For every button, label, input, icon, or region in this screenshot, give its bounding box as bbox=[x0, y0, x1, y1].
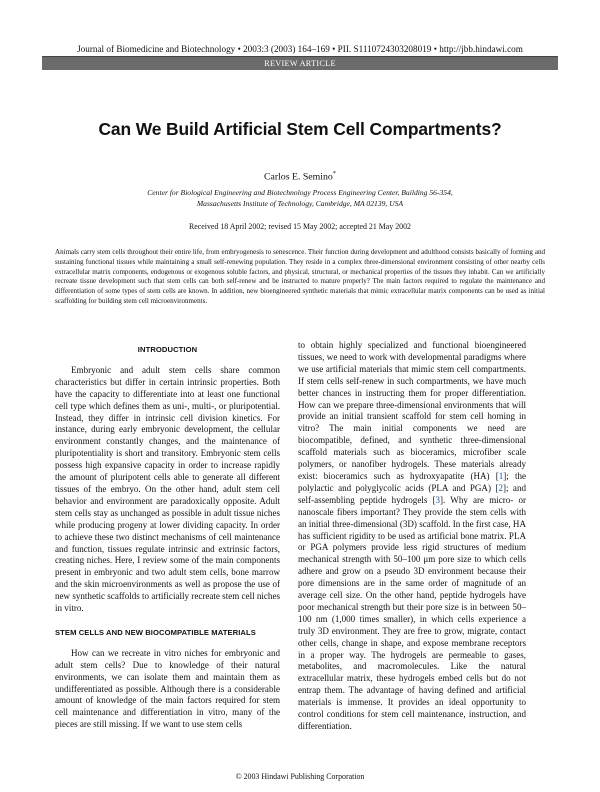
paragraph-text: ]; the polylactic and polyglycolic acids (PLA and PGA) [ bbox=[298, 470, 526, 493]
header-separator: • bbox=[332, 44, 338, 54]
paragraph-text: ]; and self-assembling peptide hydrogels [ bbox=[298, 482, 526, 505]
journal-header bbox=[35, 44, 565, 54]
author-footnote-mark: * bbox=[332, 170, 337, 177]
article-dates: Received 18 April 2002; revised 15 May 2002; accepted 21 May 2002 bbox=[189, 222, 411, 231]
author-line bbox=[100, 170, 500, 182]
article-title: Can We Build Artificial Stem Cell Compartments? bbox=[98, 119, 502, 139]
right-column bbox=[298, 340, 526, 733]
article-type-banner: REVIEW ARTICLE bbox=[42, 57, 558, 70]
journal-pii: PII. S1110724303208019 bbox=[337, 44, 432, 54]
reference-link-3[interactable]: 3 bbox=[435, 494, 441, 505]
reference-link-2[interactable]: 2 bbox=[498, 482, 503, 493]
continued-paragraph bbox=[298, 340, 526, 733]
left-column bbox=[55, 340, 280, 731]
header-separator: • bbox=[237, 44, 244, 54]
affiliation-line: Massachusetts Institute of Technology, Cambridge, MA 02139, USA bbox=[196, 198, 404, 208]
section-heading-introduction: INTRODUCTION bbox=[137, 345, 198, 354]
affiliation bbox=[80, 188, 520, 209]
section-heading-stem-cells: STEM CELLS AND NEW BIOCOMPATIBLE MATERIALS bbox=[55, 627, 256, 637]
abstract: Animals carry stem cells throughout their entire life, from embryogenesis to senescence. Their function during development and adulthood consists basically of forming and sustaining functional tissues while maintaining a small self-renewing population. They reside in a complex three-dimensional environment consisting of other nearby cells extracellular matrix components, endogenous or exogenous soluble factors, and physical, structural, or mechanical properties of the tissues they inhabit. Can we artificially recreate tissue development such that stem cells can both self-renew and be instructed to mature properly? The main factors required to regulate the maintenance and differentiation of some types of stem cells are known. In addition, new bioengineered synthetic materials that mimic extracellular matrix components can be used as initial scaffolding for building stem cell microenvironments. bbox=[55, 248, 545, 305]
affiliation-line: Center for Biological Engineering and Biotechnology Process Engineering Center, Building 56-354, bbox=[147, 188, 453, 197]
journal-citation: 2003:3 (2003) 164–169 bbox=[243, 44, 330, 54]
intro-paragraph: Embryonic and adult stem cells share common characteristics but differ in certain intrinsic properties. Both have the capacity to differentiate into at least one functional cell type which defines them as uni-, multi-, or pluripotential. Instead, they differ in intrinsic cell division kinetics. For instance, during early embryonic development, the cellular environment constantly changes, and the maintenance of pluripotentiality is short and transitory. Embryonic stem cells possess high expansive capacity in order to increase rapidly the amount of pluripotent cells able to generate all different tissues of the embryo. On the other hand, adult stem cell behavior and environment are paradoxically opposite. Adult stem cells stay as unchanged as possible in adult tissue niches while producing progeny at lower dividing capacity. In order to achieve these two distinct mechanisms of cell maintenance and function, tissues regulate intrinsic and extrinsic factors, creating niches. Here, I review some of the main components present in embryonic and two adult stem cells, bone marrow and the skin microenvironments as well as propose the use of new synthetic scaffolds to artificially recreate stem cell niches in vitro. bbox=[55, 364, 280, 614]
journal-url-link[interactable]: http://jbb.hindawi.com bbox=[439, 44, 523, 54]
reference-link-1[interactable]: 1 bbox=[498, 470, 504, 481]
paragraph-text: ]. Why are micro- or nanoscale fibers important? They provide the stem cells with an initial three-dimensional (3D) scaffold. In the first case, HA has sufficient rigidity to be used as artificial bone matrix. PLA or PGA polymers provide less rigid structures of medium mechanical strength with 50–100 μm pore size to which cells adhere and grow on a pseudo 3D environment because their pore dimensions are in the same order of magnitude of an average cell size. On the other hand, peptide hydrogels have poor mechanical strength but their pore size is in between 50–100 nm (1,000 times smaller), in which cells experience a truly 3D environment. They are free to grow, migrate, contact other cells, change in shape, and expose membrane receptors in a proper way. The hydrogels are permeable to gases, metabolites, and macromolecules. Like the natural extracellular matrix, these hydrogels embed cells but do not entrap them. The advantage of having defined and artificial materials is immense. It provides an ideal opportunity to control conditions for stem cell maintenance, instruction, and differentiation. bbox=[298, 494, 526, 731]
paragraph-text: to obtain highly specialized and functional bioengineered tissues, we need to work with developmental paradigms where we use artificial materials that mimic stem cell compartments. If stem cells self-renew in such compartments, we have much better chances in instructing them for proper differentiation. How can we prepare three-dimensional environments that will provide an initial transient scaffold for stem cell homing in vitro? The main initial components we need are biocompatible, defined, and synthetic three-dimensional scaffold materials such as bioceramics, microfiber scale polymers, or nanofiber hydrogels. These materials already exist: bioceramics such as hydroxyapatite (HA) [ bbox=[298, 340, 526, 481]
copyright-footer: © 2003 Hindawi Publishing Corporation bbox=[235, 772, 365, 781]
author-name: Carlos E. Semino bbox=[263, 171, 333, 183]
journal-name: Journal of Biomedicine and Biotechnology bbox=[77, 44, 236, 54]
header-separator: • bbox=[433, 44, 440, 54]
section2-paragraph: How can we recreate in vitro niches for embryonic and adult stem cells? Due to knowledge of their natural environments, we can isolate them and maintain them as undifferentiated as possible. Although there is a considerable amount of knowledge of the main factors required for stem cell maintenance and differentiation in vitro, many of the pieces are still missing. If we want to use stem cells bbox=[55, 647, 280, 730]
